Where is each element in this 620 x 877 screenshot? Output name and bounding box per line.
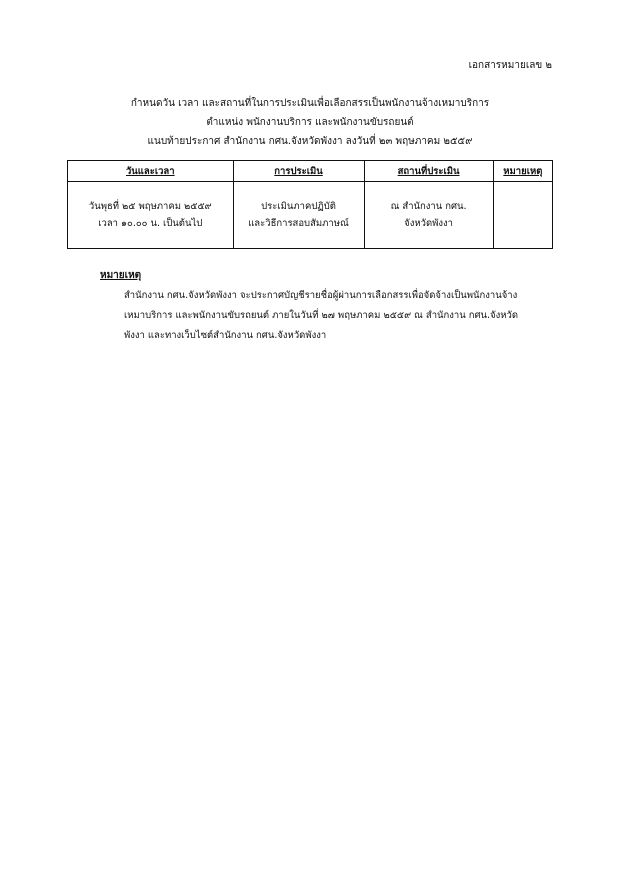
title-line: ตำแหน่ง พนักงานบริการ และพนักงานขับรถยนต์ (206, 117, 414, 128)
table-header-row (68, 161, 553, 182)
place-line: ณ สำนักงาน กศน. (390, 201, 467, 212)
header-remark: หมายเหตุ (493, 161, 552, 182)
table-row (68, 182, 553, 249)
date-line: วันพุธที่ ๒๕ พฤษภาคม ๒๕๕๙ (88, 201, 212, 212)
cell-assessment (233, 182, 364, 249)
document-number-label: เอกสารหมายเลข ๒ (468, 60, 552, 71)
assessment-schedule-table (67, 160, 553, 249)
remarks-body (100, 286, 550, 346)
title-line: กำหนดวัน เวลา และสถานที่ในการประเมินเพื่อเลือกสรรเป็นพนักงานจ้างเหมาบริการ (130, 98, 490, 109)
document-title (0, 94, 620, 151)
cell-date-time (68, 182, 234, 249)
assessment-line: และวิธีการสอบสัมภาษณ์ (248, 218, 349, 229)
remarks-heading: หมายเหตุ (100, 270, 142, 281)
remarks-line: สำนักงาน กศน.จังหวัดพังงา จะประกาศบัญชีรายชื่อผู้ผ่านการเลือกสรรเพื่อจัดจ้างเป็นพนักงานจ้าง (124, 290, 518, 301)
header-date-time: วันและเวลา (68, 161, 234, 182)
cell-remark (493, 182, 552, 249)
header-place: สถานที่ประเมิน (364, 161, 493, 182)
title-line: แนบท้ายประกาศ สำนักงาน กศน.จังหวัดพังงา ลงวันที่ ๒๓ พฤษภาคม ๒๕๕๙ (147, 136, 473, 147)
remarks-section (100, 268, 550, 346)
header-assessment: การประเมิน (233, 161, 364, 182)
remarks-line: พังงา และทางเว็บไซต์สำนักงาน กศน.จังหวัดพังงา (124, 330, 327, 341)
assessment-line: ประเมินภาคปฏิบัติ (261, 201, 336, 212)
cell-place (364, 182, 493, 249)
remarks-line: เหมาบริการ และพนักงานขับรถยนต์ ภายในวันที่ ๒๗ พฤษภาคม ๒๕๕๙ ณ สำนักงาน กศน.จังหวัด (124, 310, 519, 321)
time-line: เวลา ๑๐.๐๐ น. เป็นต้นไป (98, 218, 203, 229)
place-line: จังหวัดพังงา (404, 218, 453, 229)
